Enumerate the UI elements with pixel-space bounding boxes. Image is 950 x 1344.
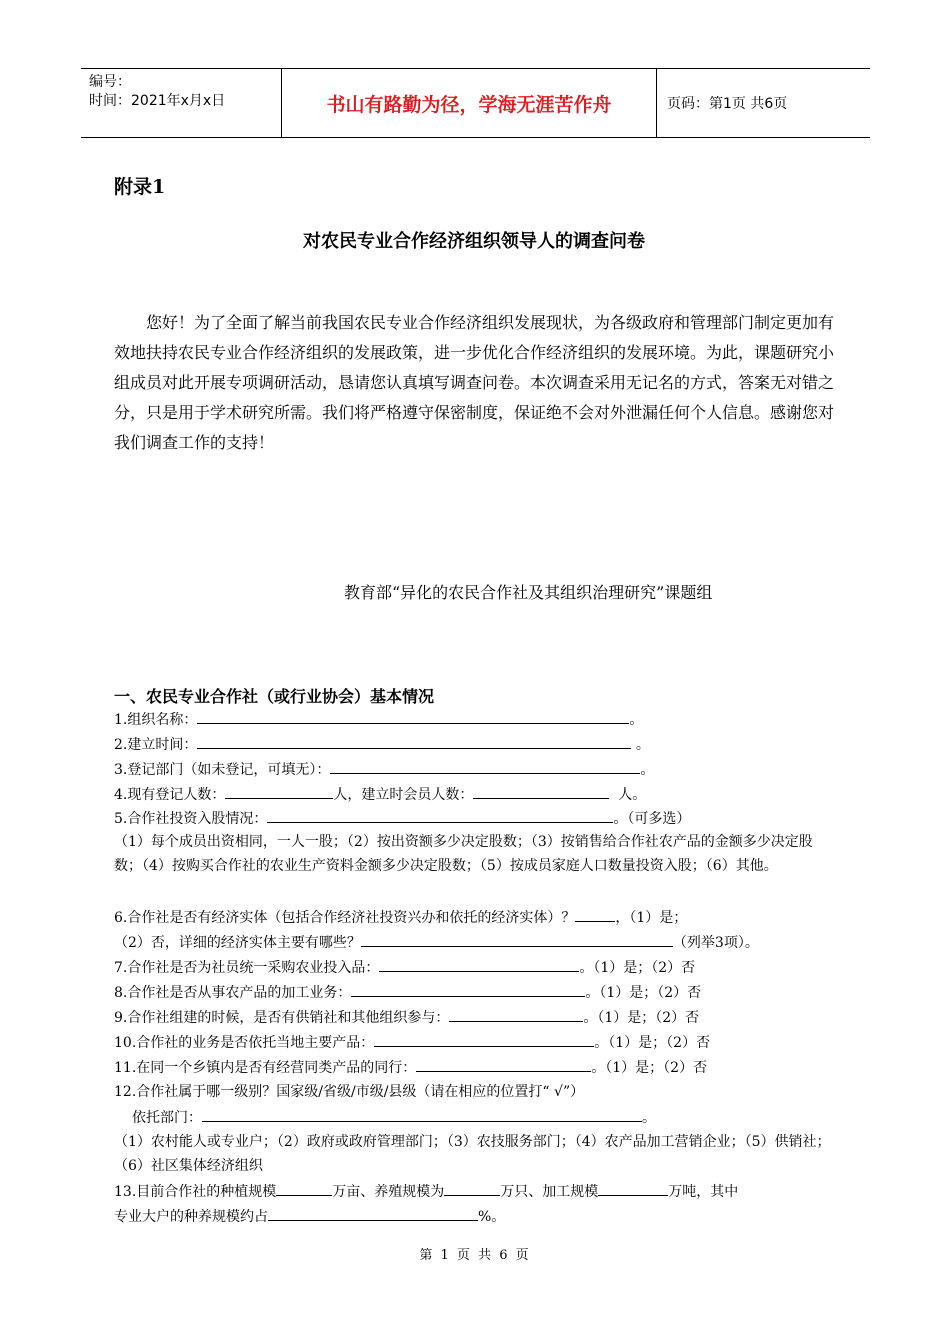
q13-label: 13.目前合作社的种植规模: [114, 1184, 277, 1200]
question-12-dept: [132, 1107, 852, 1128]
header-page-info: 页码：第1页 共6页: [667, 96, 788, 112]
q13-breeding-input[interactable]: [444, 1181, 500, 1196]
question-13: [114, 1181, 834, 1202]
signature-line: 教育部“异化的农民合作社及其组织治理研究”课题组: [344, 583, 713, 602]
q12-dept-end: 。: [642, 1110, 656, 1126]
q7-input[interactable]: [379, 957, 579, 972]
q6-input[interactable]: [575, 907, 615, 922]
q12-dept-label: 依托部门：: [132, 1110, 202, 1126]
q3-input[interactable]: [330, 759, 640, 774]
q5-options: （1）每个成员出资相同，一人一股；（2）按出资额多少决定股数；（3）按销售给合作社农产品的金额多少决定股数；（4）按购买合作社的农业生产资料金额多少决定股数；（5）按成员家庭人口数量投资入股；（6）其他。: [114, 834, 813, 874]
question-8: [114, 982, 834, 1003]
appendix-label: 附录1: [114, 176, 166, 198]
q10-options: 。（1）是；（2）否: [594, 1035, 711, 1051]
q13-mid1: 万亩、养殖规模为: [332, 1184, 445, 1200]
intro-paragraph: 您好！为了全面了解当前我国农民专业合作经济组织发展现状，为各级政府和管理部门制定更加有效地扶持农民专业合作经济组织的发展政策，进一步优化合作经济组织的发展环境。为此，课题研究小组成员对此开展专项调研活动，恳请您认真填写调查问卷。本次调查采用无记名的方式，答案无对错之分，只是用于学术研究所需。我们将严格遵守保密制度，保证绝不会对外泄漏任何个人信息。感谢您对我们调查工作的支持！: [114, 313, 835, 452]
q2-input[interactable]: [197, 734, 631, 749]
q1-end: 。: [629, 712, 644, 728]
q9-label: 9.合作社组建的时候，是否有供销社和其他组织参与：: [114, 1010, 450, 1026]
q6-detail-label: （2）否，详细的经济实体主要有哪些？: [114, 935, 361, 951]
q5-input[interactable]: [267, 808, 613, 823]
question-1: [114, 709, 834, 730]
q8-label: 8.合作社是否从事农产品的加工业务：: [114, 985, 352, 1001]
q12-dept-input[interactable]: [202, 1107, 642, 1122]
q13-share-end: %。: [478, 1209, 506, 1225]
question-12: 12.合作社属于哪一级别？国家级/省级/市级/县级（请在相应的位置打“ √”）: [114, 1084, 585, 1100]
section-heading: 一、农民专业合作社（或行业协会）基本情况: [114, 687, 435, 706]
q13-mid3: 万吨，其中: [668, 1184, 739, 1200]
doc-id-label: 编号：: [89, 74, 131, 90]
question-9: [114, 1007, 834, 1028]
q1-input[interactable]: [197, 709, 629, 724]
q12-options: （1）农村能人或专业户；（2）政府或政府管理部门；（3）农技服务部门；（4）农产品加工营销企业；（5）供销社；（6）社区集体经济组织: [114, 1134, 831, 1174]
q6-detail-end: （列举3项）。: [672, 935, 759, 951]
header-motto: [281, 69, 657, 137]
question-7: [114, 957, 834, 978]
q6-detail-input[interactable]: [361, 932, 673, 947]
q4-label: 4.现有登记人数：: [114, 787, 226, 803]
q13-share-label: 专业大户的种养规模约占: [114, 1209, 268, 1225]
q1-label: 1.组织名称：: [114, 712, 198, 728]
q6-yes: ，（1）是；: [615, 910, 688, 926]
document-title: 对农民专业合作经济组织领导人的调查问卷: [303, 231, 645, 252]
q4-end: 人。: [618, 787, 647, 803]
q4-founding-input[interactable]: [473, 784, 609, 799]
question-6: [114, 907, 834, 928]
q13-processing-input[interactable]: [598, 1181, 668, 1196]
question-13-share: [114, 1206, 834, 1227]
q9-options: 。（1）是；（2）否: [583, 1010, 700, 1026]
question-2: [114, 734, 834, 755]
question-11: [114, 1057, 834, 1078]
q11-options: 。（1）是；（2）否: [591, 1060, 708, 1076]
page-footer: 第 1 页 共 6 页: [419, 1248, 531, 1263]
question-4: [114, 784, 834, 805]
q3-end: 。: [640, 762, 655, 778]
q2-label: 2.建立时间：: [114, 737, 198, 753]
q5-label: 5.合作社投资入股情况：: [114, 811, 268, 827]
question-3: [114, 759, 834, 780]
q3-label: 3.登记部门（如未登记，可填无）：: [114, 762, 331, 778]
doc-time-label: 时间：2021年x月x日: [89, 93, 226, 109]
q13-share-input[interactable]: [268, 1206, 478, 1221]
q7-label: 7.合作社是否为社员统一采购农业投入品：: [114, 960, 380, 976]
q8-options: 。（1）是；（2）否: [585, 985, 702, 1001]
q4-mid: 人，建立时会员人数：: [333, 787, 474, 803]
question-6-detail: [114, 932, 834, 953]
q6-label: 6.合作社是否有经济实体（包括合作经济社投资兴办和依托的经济实体）？: [114, 910, 576, 926]
q9-input[interactable]: [449, 1007, 583, 1022]
q7-options: 。（1）是；（2）否: [579, 960, 696, 976]
q4-current-input[interactable]: [225, 784, 333, 799]
q10-input[interactable]: [374, 1032, 594, 1047]
question-5: [114, 808, 834, 829]
q11-input[interactable]: [416, 1057, 591, 1072]
q10-label: 10.合作社的业务是否依托当地主要产品：: [114, 1035, 375, 1051]
q13-planting-input[interactable]: [276, 1181, 332, 1196]
q13-mid2: 万只、加工规模: [500, 1184, 599, 1200]
motto-text: 书山有路勤为径，学海无涯苦作舟: [326, 93, 612, 116]
q8-input[interactable]: [351, 982, 585, 997]
q5-end: 。（可多选）: [613, 811, 691, 827]
question-10: [114, 1032, 834, 1053]
q2-end: 。: [635, 737, 650, 753]
header-meta: [81, 69, 281, 137]
page-header: [81, 68, 870, 138]
q11-label: 11.在同一个乡镇内是否有经营同类产品的同行：: [114, 1060, 417, 1076]
